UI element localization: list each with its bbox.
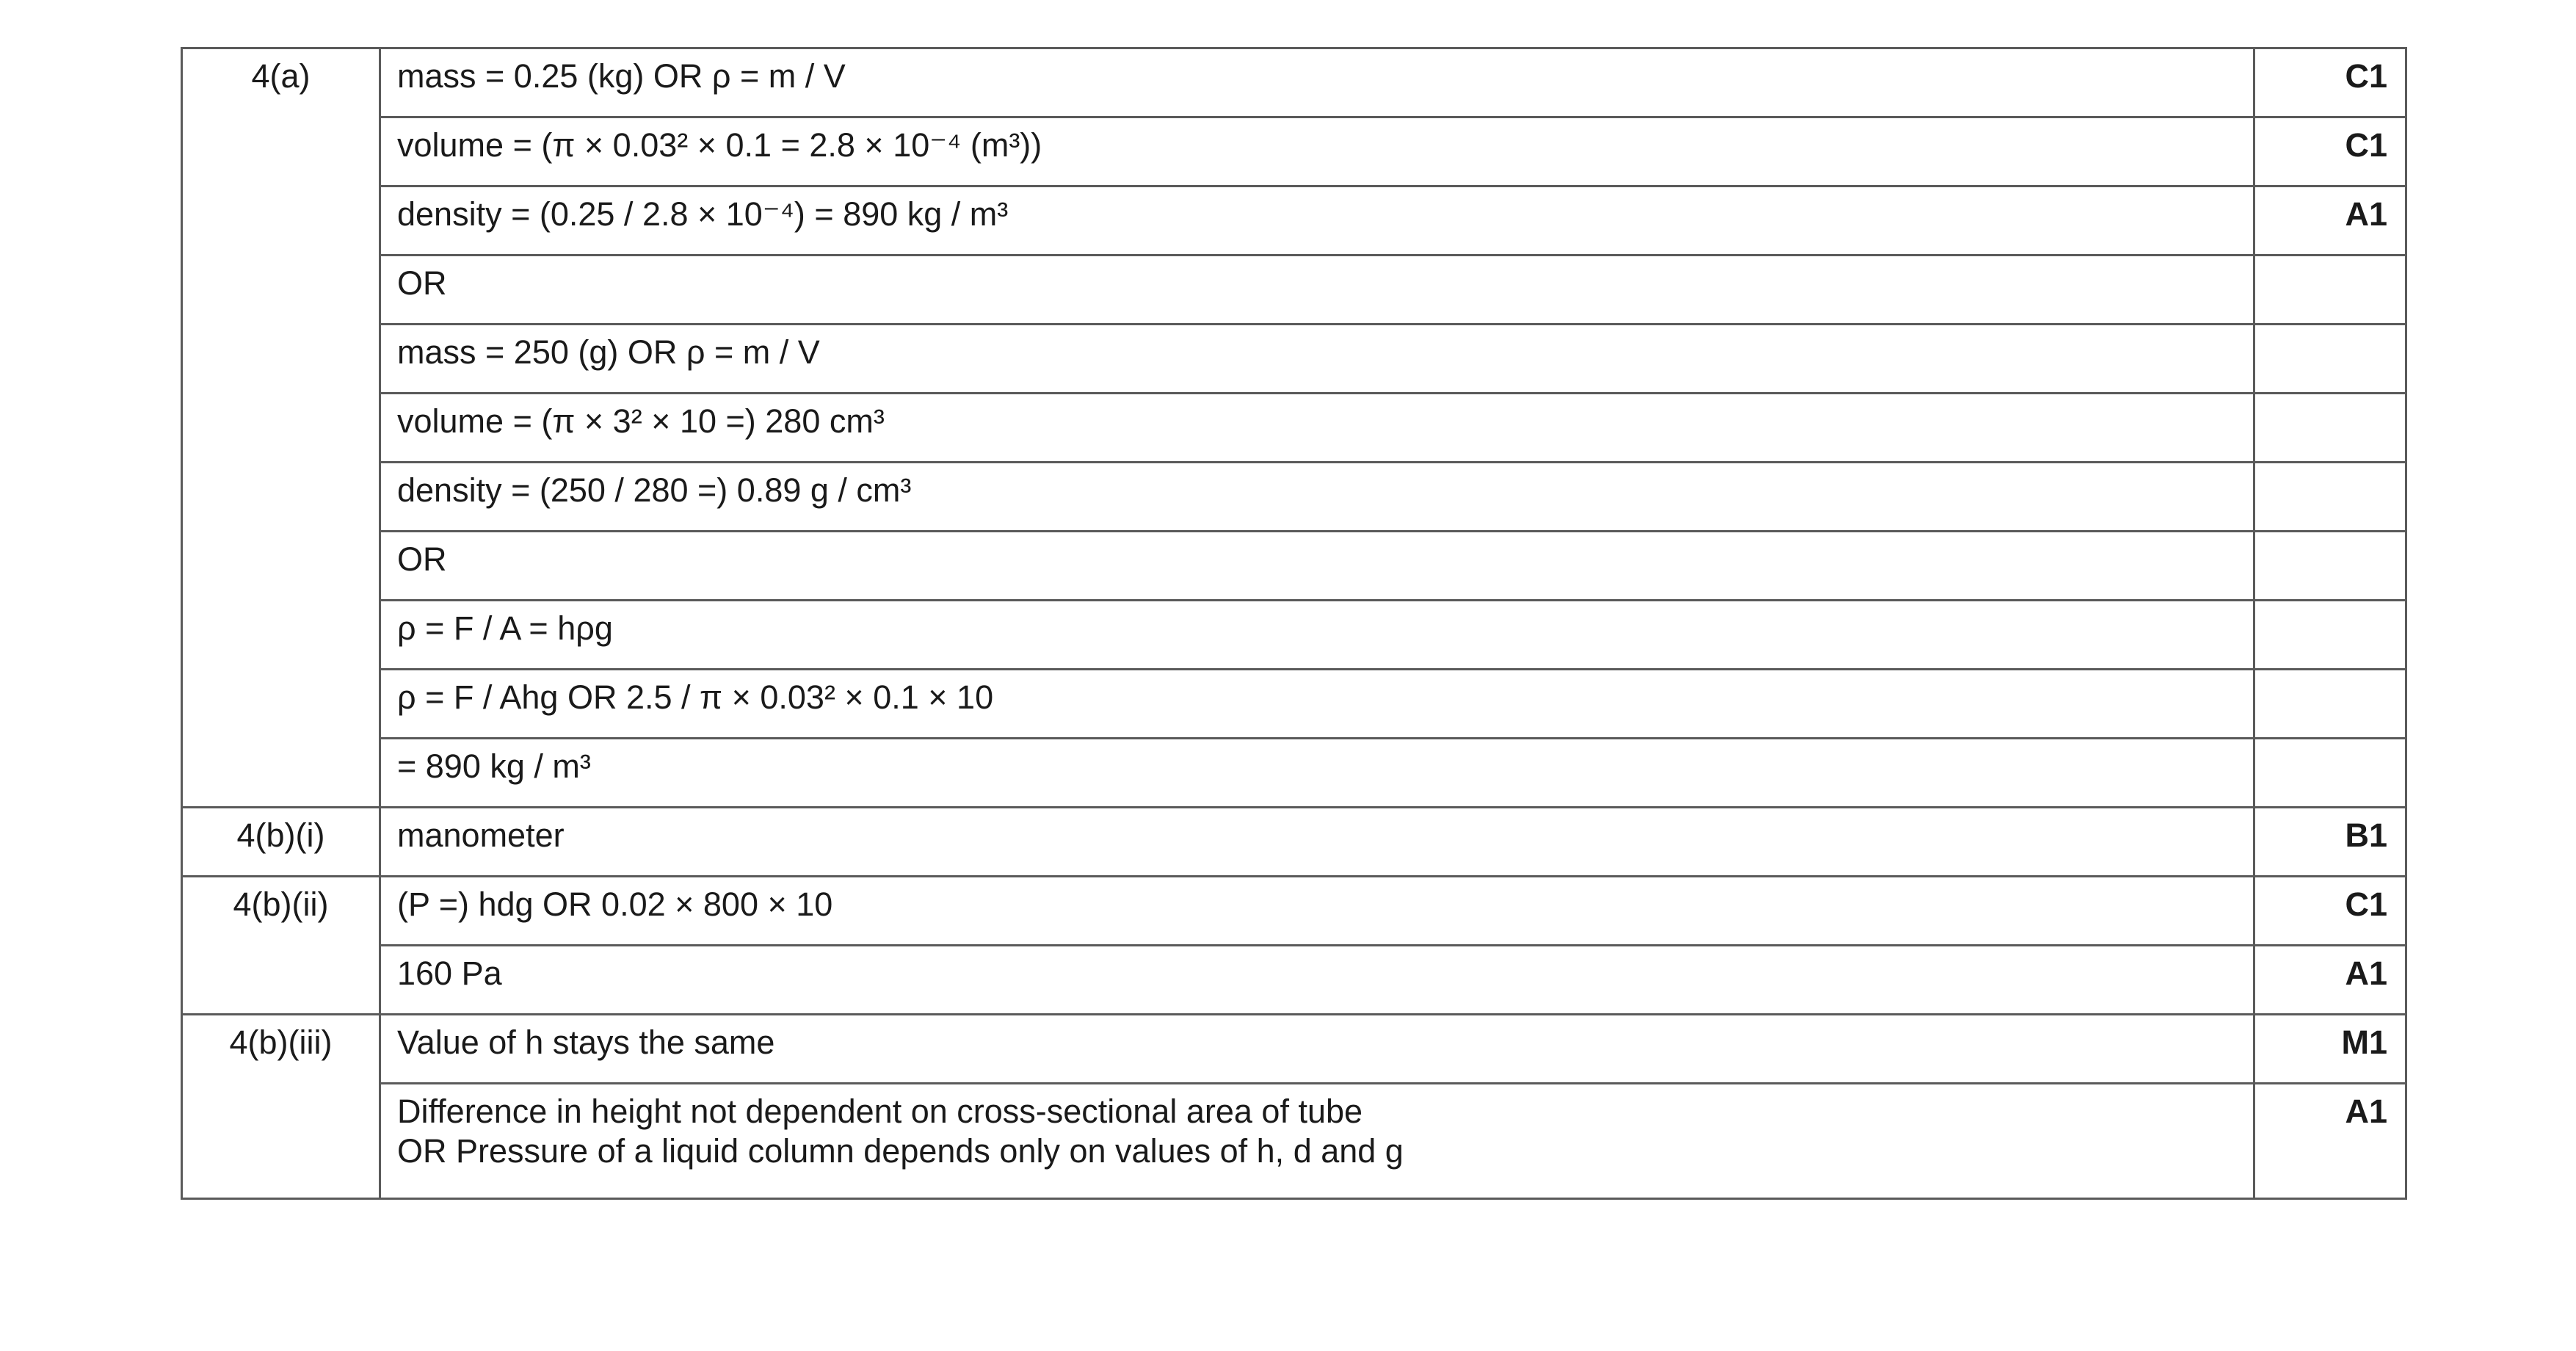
answer-cell: density = (0.25 / 2.8 × 10⁻⁴) = 890 kg / m³ [380,186,2254,256]
question-number: 4(b)(ii) [182,877,380,1015]
table-row [182,739,2406,808]
answer-cell: volume = (π × 3² × 10 =) 280 cm³ [380,394,2254,463]
table-row [182,670,2406,739]
answer-cell [380,1084,2254,1199]
answer-cell: 160 Pa [380,946,2254,1015]
answer-cell: (P =) hdg OR 0.02 × 800 × 10 [380,877,2254,946]
mark-cell [2254,394,2406,463]
table-row [182,117,2406,186]
table-row [182,48,2406,117]
mark-cell: B1 [2254,808,2406,877]
answer-cell: manometer [380,808,2254,877]
table-row [182,601,2406,670]
table-row [182,394,2406,463]
table-row [182,808,2406,877]
answer-cell: ρ = F / A = hρg [380,601,2254,670]
mark-cell [2254,739,2406,808]
table-row [182,463,2406,532]
table-row [182,877,2406,946]
question-number: 4(b)(iii) [182,1015,380,1199]
answer-cell: OR [380,532,2254,601]
answer-line: Difference in height not dependent on cross-sectional area of tube [397,1093,1363,1130]
mark-cell [2254,601,2406,670]
answer-cell: ρ = F / Ahg OR 2.5 / π × 0.03² × 0.1 × 10 [380,670,2254,739]
mark-cell: A1 [2254,946,2406,1015]
mark-cell [2254,256,2406,325]
answer-cell: volume = (π × 0.03² × 0.1 = 2.8 × 10⁻⁴ (m³)) [380,117,2254,186]
mark-cell [2254,670,2406,739]
mark-cell: A1 [2254,186,2406,256]
mark-cell [2254,325,2406,394]
table-row [182,186,2406,256]
answer-cell: mass = 250 (g) OR ρ = m / V [380,325,2254,394]
mark-cell: C1 [2254,877,2406,946]
table-row [182,325,2406,394]
mark-cell [2254,463,2406,532]
question-number: 4(a) [182,48,380,808]
table-row [182,946,2406,1015]
answer-cell: density = (250 / 280 =) 0.89 g / cm³ [380,463,2254,532]
answer-cell: Value of h stays the same [380,1015,2254,1084]
answer-cell: mass = 0.25 (kg) OR ρ = m / V [380,48,2254,117]
table-row [182,532,2406,601]
table-row [182,1084,2406,1199]
mark-cell: M1 [2254,1015,2406,1084]
answer-line: OR Pressure of a liquid column depends only on values of h, d and g [397,1132,1404,1170]
mark-cell: A1 [2254,1084,2406,1199]
mark-cell: C1 [2254,48,2406,117]
question-number: 4(b)(i) [182,808,380,877]
mark-cell: C1 [2254,117,2406,186]
table-row [182,256,2406,325]
answer-cell: OR [380,256,2254,325]
table-row [182,1015,2406,1084]
mark-scheme-table [181,47,2407,1200]
mark-cell [2254,532,2406,601]
answer-cell: = 890 kg / m³ [380,739,2254,808]
